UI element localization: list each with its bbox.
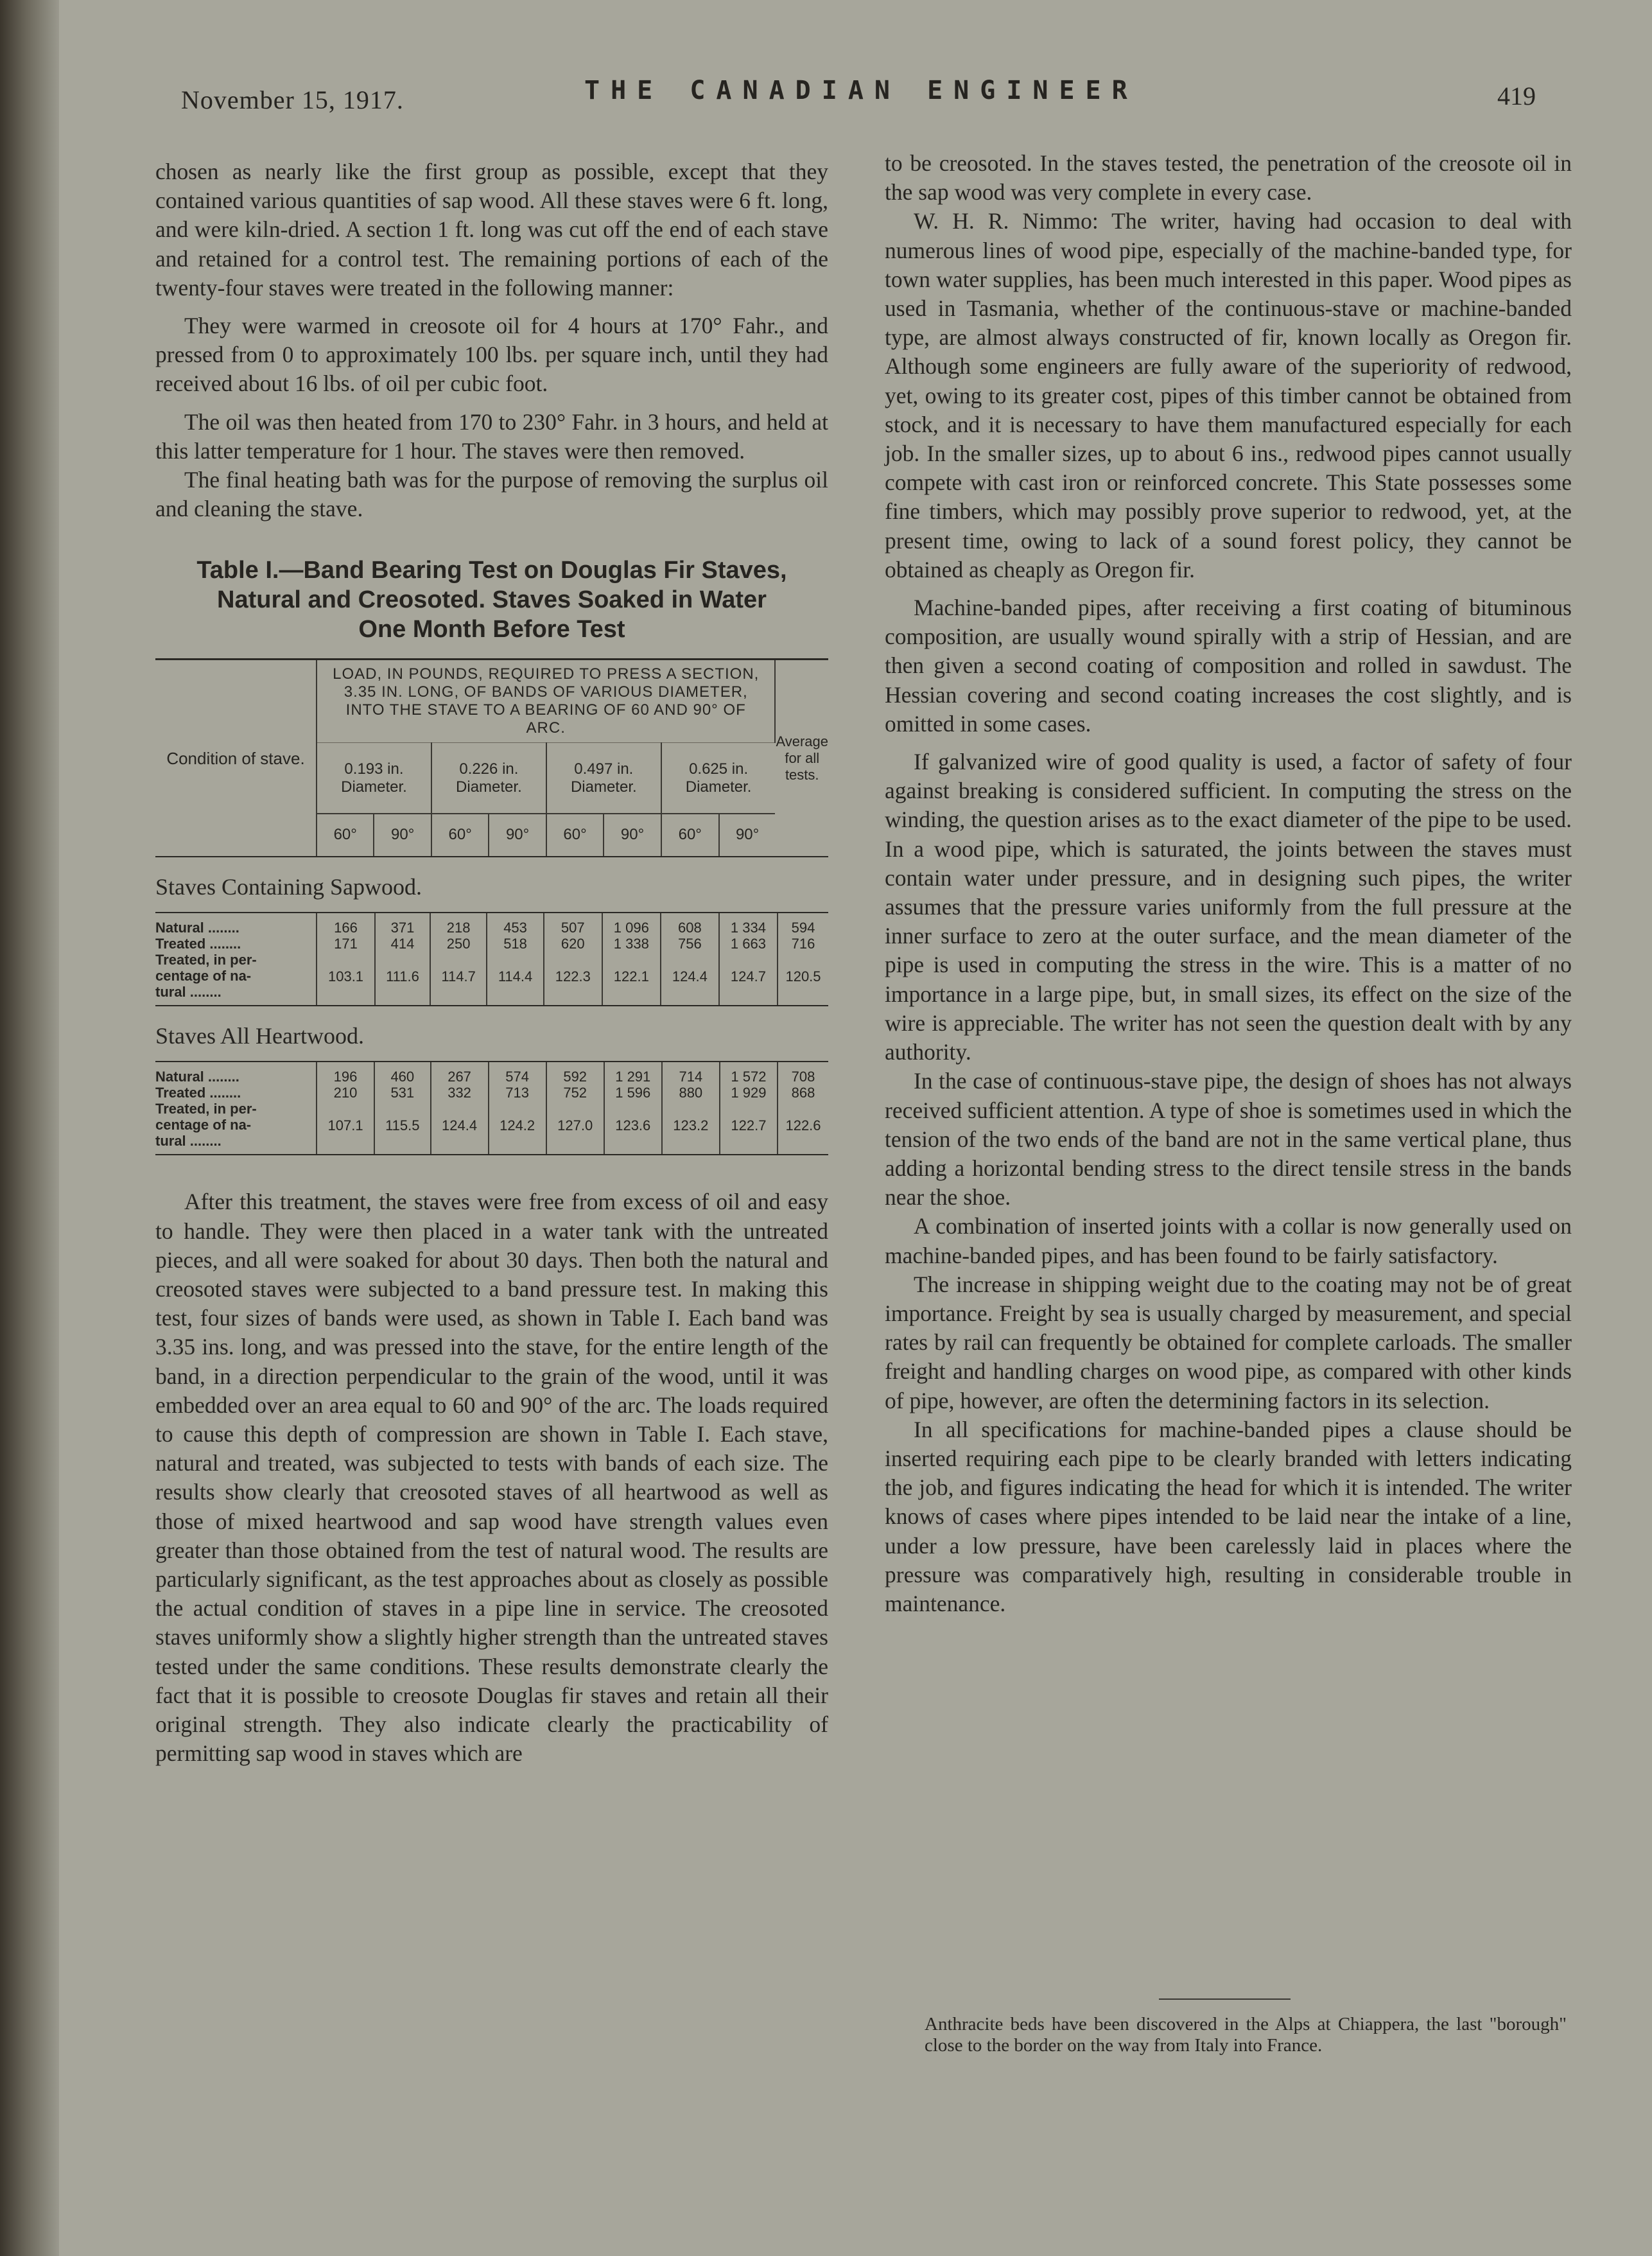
label-pct-2: centage of na- <box>155 968 252 984</box>
value-cell: 1 096 1 338 122.1 <box>602 913 661 1005</box>
label-pct-1: Treated, in per- <box>155 1101 257 1117</box>
left-paragraph-5: After this treatment, the staves were free from excess of oil and easy to handle. They were then placed in a water tank with the untreated pieces, and all were soaked for about 30 days. Then both the natural and creosoted staves were subjected to a band pressure test. In making this test, four sizes of bands were used, as shown in Table I. Each band was 3.35 ins. long, and was pressed into the stave, for the entire length of the band, in a direction perpendicular to the grain of the wood, until it was embedded over an area equal to 60 and 90° of the arc. The loads required to cause this depth of compression are shown in Table I. Each stave, natural and treated, was subjected to tests with bands of each size. The results show clearly that creosoted staves of all heartwood as well as those of mixed heartwood and sap wood have strength values even greater than those obtained from the test of natural wood. The results are particularly significant, as the test approaches about as closely as possible the actual condition of staves in a pipe line in service. The creosoted staves uniformly show a slightly higher strength than the untreated staves tested under the same conditions. These results demonstrate clearly the fact that it is possible to creosote Douglas fir staves and retain all their original strength. They also indicate clearly the practicability of permitting sap wood in staves which are <box>155 1189 828 1767</box>
left-column <box>155 157 828 1768</box>
heartwood-data <box>155 1062 828 1154</box>
label-pct-2: centage of na- <box>155 1117 252 1133</box>
page-spine-shadow <box>0 0 59 2256</box>
label-pct-1: Treated, in per- <box>155 952 257 968</box>
table-header <box>155 660 828 856</box>
left-paragraph-1: chosen as nearly like the first group as possible, except that they contained various quantities of sap wood. All these staves were 6 ft. long, and were kiln-dried. A section 1 ft. long was cut off the end of each stave and retained for a control test. The remaining portions of each of the twenty-four staves were treated in the following manner: <box>155 159 828 301</box>
left-paragraph-4: The final heating bath was for the purpose of removing the surplus oil and cleaning the stave. <box>155 467 828 522</box>
angle-header: 90° <box>604 814 661 856</box>
right-paragraph-3: Machine-banded pipes, after receiving a first coating of bituminous composition, are usually wound spirally with a strip of Hessian, and are then given a second coating of composition and rolled in sawdust. The Hessian covering and second coating increases the cost slightly, and is omitted in some cases. <box>885 595 1572 737</box>
diameter-header-4: 0.625 in. Diameter. <box>685 760 752 796</box>
header-date: November 15, 1917. <box>181 85 404 114</box>
band-bearing-table <box>155 658 828 1155</box>
left-paragraph-3: The oil was then heated from 170 to 230° Fahr. in 3 hours, and held at this latter temperature for 1 hour. The staves were then removed. <box>155 408 828 464</box>
value-cell: 453 518 114.4 <box>487 913 543 1005</box>
right-paragraph-5: In the case of continuous-stave pipe, the design of shoes has not always received sufficient attention. A type of shoe is sometimes used in which the tension of the two ends of the band are not in the same vertical plane, thus adding a horizontal bending stress to the direct tensile stress in the bands near the shoe. <box>885 1068 1572 1211</box>
label-pct-3: tural ........ <box>155 1133 222 1150</box>
value-cell: 714 880 123.2 <box>662 1062 720 1154</box>
average-cell: 708 868 122.6 <box>785 1069 821 1134</box>
value-cell: 267 332 124.4 <box>431 1062 489 1154</box>
angle-header: 60° <box>431 814 489 856</box>
value-cell: 507 620 122.3 <box>544 913 602 1005</box>
value-cell: 608 756 124.4 <box>661 913 719 1005</box>
condition-header: Condition of stave. <box>155 660 317 856</box>
value-cell: 166 171 103.1 <box>317 913 375 1005</box>
table-title-line-1: Table I.—Band Bearing Test on Douglas Fir Staves, <box>196 557 787 584</box>
average-cell: 594 716 120.5 <box>785 920 821 985</box>
value-cell: 1 291 1 596 123.6 <box>604 1062 662 1154</box>
angle-header: 90° <box>735 826 760 844</box>
right-paragraph-7: The increase in shipping weight due to the coating may not be of great importance. Freight by sea is usually charged by measurement, and special rates by rail can frequently be obtained for complete carloads. The smaller freight and handling charges on wood pipe, as compared with other kinds of pipe, however, are often the determining factors in its selection. <box>885 1271 1572 1413</box>
table-title <box>155 555 828 644</box>
value-cell: 371 414 111.6 <box>375 913 430 1005</box>
table-title-line-3: One Month Before Test <box>358 616 625 643</box>
value-cell: 574 713 124.2 <box>489 1062 546 1154</box>
right-column <box>885 149 1572 1618</box>
diameter-header-1: 0.193 in. Diameter. <box>317 743 431 814</box>
right-paragraph-8: In all specifications for machine-banded pipes a clause should be inserted requiring each pipe to be clearly branded with letters indicating the job, and figures indicating the head for which it is intended. The writer knows of cases where pipes intended to be laid near the intake of a line, under a low pressure, have been carelessly laid in places where the pressure was comparatively high, resulting in considerable trouble in maintenance. <box>885 1416 1572 1616</box>
section-title-heartwood: Staves All Heartwood. <box>155 1005 828 1062</box>
label-treated: Treated ........ <box>155 1085 241 1101</box>
value-cell: 1 334 1 663 124.7 <box>719 913 778 1005</box>
sapwood-data <box>155 913 828 1005</box>
value-cell: 1 572 1 929 122.7 <box>720 1062 778 1154</box>
right-paragraph-2: W. H. R. Nimmo: The writer, having had occasion to deal with numerous lines of wood pipe, especially of the machine-banded type, for town water supplies, has been much interested in this paper. Wood pipes as used in Tasmania, whether of the continuous-stave or machine-banded type, are almost always constructed of fir, known locally as Oregon fir. Although some engineers are fully aware of the superiority of redwood, yet, owing to its greater cost, pipes of this timber cannot be obtained from stock, and it is necessary to have them manufactured especially for each job. In the smaller sizes, up to about 6 ins., redwood pipes cannot usually compete with cast iron or reinforced concrete. This State possesses some fine timbers, which may possibly prove superior to redwood, yet, at the present time, owing to lack of a sound forest policy, they cannot be obtained as cheaply as Oregon fir. <box>885 208 1572 582</box>
right-paragraph-6: A combination of inserted joints with a collar is now generally used on machine-banded pipes, and has been found to be fairly satisfactory. <box>885 1213 1572 1268</box>
load-header: LOAD, IN POUNDS, REQUIRED TO PRESS A SECTION, 3.35 IN. LONG, OF BANDS OF VARIOUS DIAMETER, INTO THE STAVE TO A BEARING OF 60 AND 90° OF ARC. <box>317 660 775 743</box>
header-page-number: 419 <box>1497 82 1536 110</box>
left-paragraph-2: They were warmed in creosote oil for 4 hours at 170° Fahr., and pressed from 0 to approximately 100 lbs. per square inch, until they had received about 16 lbs. of oil per cubic foot. <box>155 313 828 397</box>
value-cell: 196 210 107.1 <box>317 1062 374 1154</box>
right-paragraph-1: to be creosoted. In the staves tested, the penetration of the creosote oil in the sap wood was very complete in every case. <box>885 150 1572 205</box>
section-title-sapwood: Staves Containing Sapwood. <box>155 856 828 913</box>
angle-header: 90° <box>489 814 546 856</box>
angle-header: 60° <box>317 814 374 856</box>
average-header: Average for all tests. <box>776 733 828 783</box>
angle-header: 60° <box>661 814 719 856</box>
value-cell: 592 752 127.0 <box>546 1062 604 1154</box>
value-cell: 460 531 115.5 <box>374 1062 430 1154</box>
angle-header: 90° <box>374 814 431 856</box>
table-title-line-2: Natural and Creosoted. Staves Soaked in Water <box>217 586 767 614</box>
label-natural: Natural ........ <box>155 1069 239 1085</box>
page-header <box>0 76 1652 127</box>
diameter-header-3: 0.497 in. Diameter. <box>546 743 661 814</box>
label-natural: Natural ........ <box>155 920 239 936</box>
angle-header: 60° <box>546 814 604 856</box>
right-paragraph-4: If galvanized wire of good quality is used, a factor of safety of four against breaking is considered sufficient. In computing the stress on the winding, the question arises as to the exact diameter of the pipe to be used. In a wood pipe, which is saturated, the joints between the staves must contain water under pressure, and in designing such pipes, the writer assumes that the pressure varies uniformly from the full pressure at the inner surface to zero at the outer surface, and the mean diameter of the pipe is used in computing the stress in the wire. This is a matter of no importance in a large pipe, but, in small sizes, its effect on the size of the wire is appreciable. The writer has not seen the question dealt with by any authority. <box>885 749 1572 1065</box>
row-labels <box>155 1062 317 1154</box>
header-title: THE CANADIAN ENGINEER <box>584 76 1138 105</box>
diameter-header-2: 0.226 in. Diameter. <box>431 743 546 814</box>
footnote: Anthracite beds have been discovered in the Alps at Chiappera, the last "borough" close to the border on the way from Italy into France. <box>925 2014 1567 2056</box>
value-cell: 218 250 114.7 <box>430 913 487 1005</box>
label-pct-3: tural ........ <box>155 984 222 1001</box>
row-labels <box>155 913 317 1005</box>
footnote-divider <box>1159 1998 1291 2000</box>
label-treated: Treated ........ <box>155 936 241 952</box>
